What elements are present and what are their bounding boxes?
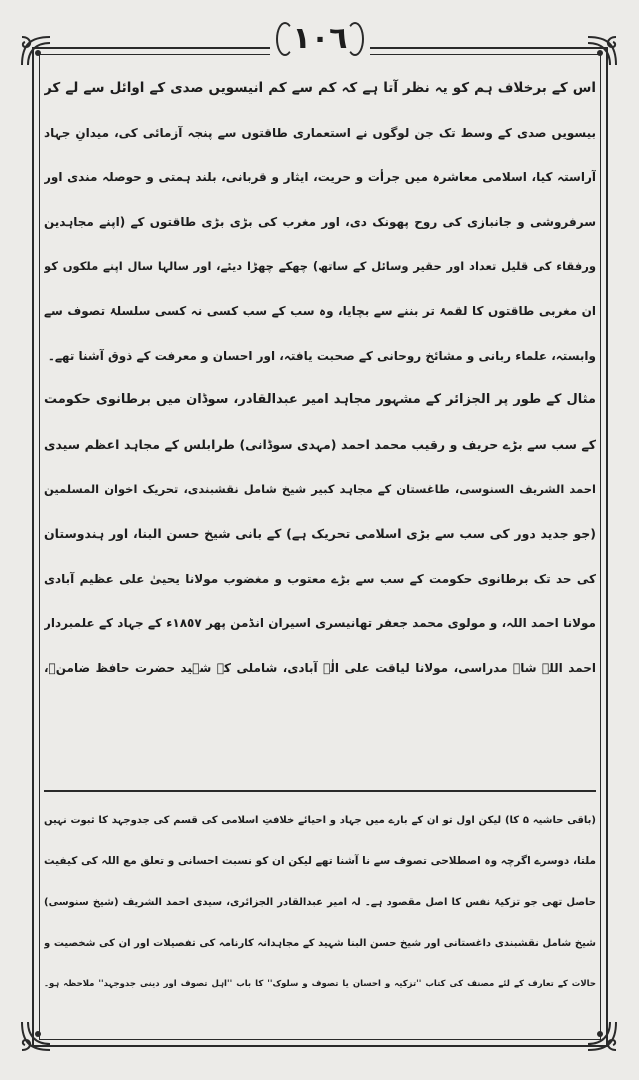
- body-line: ورفقاء کی قلیل تعداد اور حقیر وسائل کے ساتھ) چھکے چھڑا دیئے، اور سالہا سال اپنے ملکوں کو: [44, 259, 596, 274]
- footnote-line: حالات کے تعارف کے لئے مصنف کی کتاب ''تزکیہ و احسان یا تصوف و سلوک'' کا باب ''اہل تصوف اور دینی جدوجہد'' ملاحظہ ہو۔: [44, 979, 596, 989]
- footnote-line: (باقی حاشیہ ۵ کا) لیکن اول تو ان کے بارے میں جہاد و احیائے خلافتِ اسلامی کی قسم کی جدوجہد کا ثبوت نہیں: [44, 815, 596, 826]
- corner-ornament-top-right: [584, 33, 620, 69]
- body-line: بیسویں صدی کے وسط تک جن لوگوں نے استعماری طاقتوں سے پنجہ آزمائی کی، میدانِ جہاد: [44, 125, 596, 140]
- body-line: احمد اللہ شاہ مدراسی، مولانا لیاقت علی الٰہ آبادی، شاملی کے شہید حضرت حافظ ضامنؒ،: [44, 660, 596, 675]
- corner-ornament-bottom-right: [584, 1018, 620, 1054]
- footnote-line: شیخ شامل نقشبندی داغستانی اور شیخ حسن البنا شہید کے مجاہدانہ کارنامہ کی تفصیلات اور ان کی شخصیت و: [44, 938, 596, 949]
- body-line: اس کے برخلاف ہم کو یہ نظر آتا ہے کہ کم سے کم انیسویں صدی کے اوائل سے لے کر: [44, 80, 596, 96]
- body-line: کے سب سے بڑے حریف و رقیب محمد احمد (مہدی سوڈانی) طرابلس کے مجاہد اعظم سیدی: [44, 436, 596, 452]
- body-line: (جو جدید دور کی سب سے بڑی اسلامی تحریک ہے) کے بانی شیخ حسن البنا، اور ہندوستان: [44, 525, 596, 541]
- body-line: مولانا احمد اللہ، و مولوی محمد جعفر تھانیسری اسیران انڈمن پھر ١٨٥٧ء کے جہاد کے علمبردار: [44, 616, 596, 631]
- corner-ornament-top-left: [18, 33, 54, 69]
- body-text: [44, 66, 596, 690]
- footnote-divider: [44, 790, 596, 792]
- page-number: ١٠٦: [292, 20, 348, 56]
- body-line: مثال کے طور پر الجزائر کے مشہور مجاہد امیر عبدالقادر، سوڈان میں برطانوی حکومت: [44, 392, 596, 408]
- body-line: کی حد تک برطانوی حکومت کے سب سے بڑے معتوب و مغضوب مولانا یحییٰ علی عظیم آبادی: [44, 571, 596, 586]
- body-line: ان مغربی طاقتوں کا لقمۂ تر بننے سے بچایا، وہ سب کے سب کسی نہ کسی سلسلۂ تصوف سے: [44, 303, 596, 318]
- body-line: آراستہ کیا، اسلامی معاشرہ میں جرأت و حریت، ایثار و قربانی، بلند ہمتی و حوصلہ مندی اور: [44, 170, 596, 185]
- corner-ornament-bottom-left: [18, 1018, 54, 1054]
- footnote-line: حاصل تھی جو تزکیۂ نفس کا اصل مقصود ہے۔ لہ امیر عبدالقادر الجزائری، سیدی احمد الشریف (شیخ سنوسی): [44, 897, 596, 908]
- body-line: سرفروشی و جانبازی کی روح پھونک دی، اور مغرب کی بڑی بڑی طاقتوں کے (اپنے مجاہدین: [44, 214, 596, 229]
- body-line: وابستہ، علماء ربانی و مشائخ روحانی کے صحبت یافتہ، اور احسان و معرفت کے ذوق آشنا تھے۔: [47, 348, 596, 363]
- body-line: احمد الشریف السنوسی، طاغستان کے مجاہد کبیر شیخ شامل نقشبندی، تحریک اخوان المسلمین: [44, 482, 596, 497]
- footnote-line: ملتا، دوسرے اگرچہ وہ اصطلاحی تصوف سے نا آشنا تھے لیکن ان کو نسبت احسانی و تعلق مع اللہ کی کیفیت: [44, 855, 596, 867]
- footnotes: [44, 800, 596, 1005]
- page-number-cartouche: [270, 14, 370, 62]
